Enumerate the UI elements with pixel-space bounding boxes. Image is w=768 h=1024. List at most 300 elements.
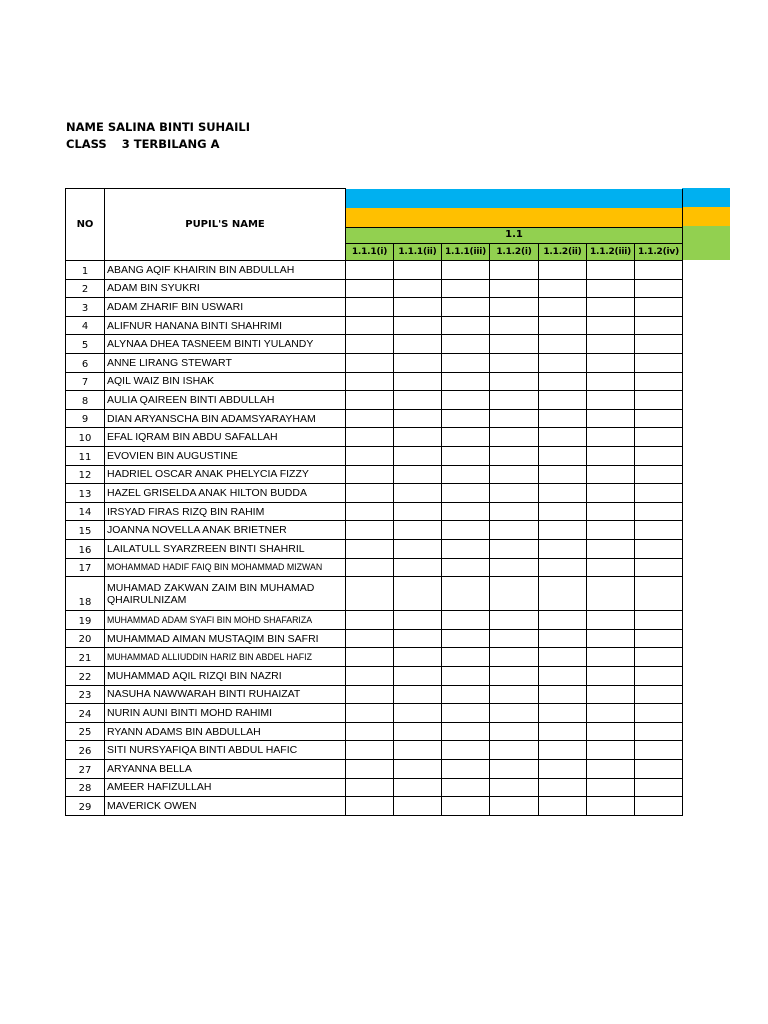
score-cell[interactable] xyxy=(635,722,683,741)
score-cell[interactable] xyxy=(346,372,394,391)
score-cell[interactable] xyxy=(587,298,635,317)
score-cell[interactable] xyxy=(346,354,394,373)
score-cell[interactable] xyxy=(394,704,442,723)
score-cell[interactable] xyxy=(394,372,442,391)
score-cell[interactable] xyxy=(587,540,635,559)
score-cell[interactable] xyxy=(394,629,442,648)
table-row xyxy=(66,611,683,630)
score-cell[interactable] xyxy=(442,666,490,685)
score-cell[interactable] xyxy=(346,741,394,760)
score-cell[interactable] xyxy=(490,611,539,630)
score-cell[interactable] xyxy=(346,409,394,428)
score-cell[interactable] xyxy=(394,759,442,778)
pupil-assessment-table xyxy=(65,188,683,816)
score-cell[interactable] xyxy=(635,611,683,630)
row-number: 5 xyxy=(66,335,105,354)
table-row xyxy=(66,316,683,335)
score-cell[interactable] xyxy=(635,778,683,797)
score-cell[interactable] xyxy=(587,465,635,484)
row-number: 25 xyxy=(66,722,105,741)
score-cell[interactable] xyxy=(587,797,635,816)
pupil-name: ANNE LIRANG STEWART xyxy=(105,354,346,373)
score-cell[interactable] xyxy=(539,648,587,667)
score-cell[interactable] xyxy=(442,797,490,816)
score-cell[interactable] xyxy=(490,741,539,760)
score-cell[interactable] xyxy=(587,502,635,521)
score-cell[interactable] xyxy=(587,759,635,778)
score-cell[interactable] xyxy=(346,261,394,280)
blue-band xyxy=(346,189,683,208)
score-cell[interactable] xyxy=(635,629,683,648)
score-cell[interactable] xyxy=(346,279,394,298)
score-cell[interactable] xyxy=(587,409,635,428)
score-cell[interactable] xyxy=(490,316,539,335)
table-row xyxy=(66,648,683,667)
score-cell[interactable] xyxy=(394,279,442,298)
score-cell[interactable] xyxy=(442,704,490,723)
row-number: 10 xyxy=(66,428,105,447)
score-cell[interactable] xyxy=(490,372,539,391)
table-row xyxy=(66,261,683,280)
sub-col-header: 1.1.2(iii) xyxy=(587,243,635,261)
row-number: 19 xyxy=(66,611,105,630)
score-cell[interactable] xyxy=(490,648,539,667)
score-cell[interactable] xyxy=(394,778,442,797)
score-cell[interactable] xyxy=(442,447,490,466)
score-cell[interactable] xyxy=(587,558,635,577)
score-cell[interactable] xyxy=(539,540,587,559)
score-cell[interactable] xyxy=(394,797,442,816)
score-cell[interactable] xyxy=(442,540,490,559)
score-cell[interactable] xyxy=(635,335,683,354)
score-cell[interactable] xyxy=(539,666,587,685)
score-cell[interactable] xyxy=(442,502,490,521)
score-cell[interactable] xyxy=(587,741,635,760)
pupil-name: MUHAMAD ZAKWAN ZAIM BIN MUHAMAD QHAIRULNIZAM xyxy=(105,577,346,611)
score-cell[interactable] xyxy=(539,577,587,611)
row-number: 28 xyxy=(66,778,105,797)
score-cell[interactable] xyxy=(587,279,635,298)
score-cell[interactable] xyxy=(442,521,490,540)
row-number: 4 xyxy=(66,316,105,335)
pupil-name: DIAN ARYANSCHA BIN ADAMSYARAYHAM xyxy=(105,409,346,428)
score-cell[interactable] xyxy=(394,261,442,280)
pupil-name: MUHAMMAD AIMAN MUSTAQIM BIN SAFRI xyxy=(105,629,346,648)
score-cell[interactable] xyxy=(490,722,539,741)
score-cell[interactable] xyxy=(635,502,683,521)
row-number: 8 xyxy=(66,391,105,410)
pupil-name: AMEER HAFIZULLAH xyxy=(105,778,346,797)
sub-col-header: 1.1.1(ii) xyxy=(394,243,442,261)
score-cell[interactable] xyxy=(394,521,442,540)
sub-col-header: 1.1.2(iv) xyxy=(635,243,683,261)
score-cell[interactable] xyxy=(346,778,394,797)
score-cell[interactable] xyxy=(635,391,683,410)
col-name-header: PUPIL'S NAME xyxy=(105,189,346,261)
score-cell[interactable] xyxy=(635,759,683,778)
row-number: 6 xyxy=(66,354,105,373)
score-cell[interactable] xyxy=(587,372,635,391)
score-cell[interactable] xyxy=(442,316,490,335)
pupil-name: AULIA QAIREEN BINTI ABDULLAH xyxy=(105,391,346,410)
table-row xyxy=(66,797,683,816)
score-cell[interactable] xyxy=(442,372,490,391)
score-cell[interactable] xyxy=(394,335,442,354)
score-cell[interactable] xyxy=(490,704,539,723)
score-cell[interactable] xyxy=(442,484,490,503)
score-cell[interactable] xyxy=(442,629,490,648)
row-number: 16 xyxy=(66,540,105,559)
score-cell[interactable] xyxy=(442,391,490,410)
score-cell[interactable] xyxy=(587,316,635,335)
row-number: 23 xyxy=(66,685,105,704)
score-cell[interactable] xyxy=(394,316,442,335)
table-row xyxy=(66,540,683,559)
score-cell[interactable] xyxy=(539,298,587,317)
score-cell[interactable] xyxy=(539,372,587,391)
class-name: 3 TERBILANG A xyxy=(121,137,220,151)
score-cell[interactable] xyxy=(394,409,442,428)
score-cell[interactable] xyxy=(539,797,587,816)
score-cell[interactable] xyxy=(490,540,539,559)
sub-col-header: 1.1.1(iii) xyxy=(442,243,490,261)
pupil-name: MUHAMMAD AQIL RIZQI BIN NAZRI xyxy=(105,666,346,685)
score-cell[interactable] xyxy=(635,279,683,298)
score-cell[interactable] xyxy=(346,484,394,503)
score-cell[interactable] xyxy=(394,465,442,484)
score-cell[interactable] xyxy=(490,558,539,577)
score-cell[interactable] xyxy=(394,611,442,630)
pupil-name: HADRIEL OSCAR ANAK PHELYCIA FIZZY xyxy=(105,465,346,484)
score-cell[interactable] xyxy=(587,704,635,723)
table-row xyxy=(66,335,683,354)
score-cell[interactable] xyxy=(539,685,587,704)
score-cell[interactable] xyxy=(587,391,635,410)
score-cell[interactable] xyxy=(346,648,394,667)
score-cell[interactable] xyxy=(635,521,683,540)
score-cell[interactable] xyxy=(442,759,490,778)
pupil-name: MOHAMMAD HADIF FAIQ BIN MOHAMMAD MIZWAN xyxy=(105,558,346,577)
table-row xyxy=(66,391,683,410)
score-cell[interactable] xyxy=(539,316,587,335)
table-row xyxy=(66,666,683,685)
score-cell[interactable] xyxy=(490,391,539,410)
score-cell[interactable] xyxy=(635,558,683,577)
score-cell[interactable] xyxy=(346,759,394,778)
score-cell[interactable] xyxy=(587,577,635,611)
score-cell[interactable] xyxy=(635,741,683,760)
score-cell[interactable] xyxy=(346,611,394,630)
score-cell[interactable] xyxy=(346,298,394,317)
row-number: 18 xyxy=(66,577,105,611)
table-row xyxy=(66,502,683,521)
score-cell[interactable] xyxy=(346,428,394,447)
score-cell[interactable] xyxy=(587,666,635,685)
yellow-band-extension xyxy=(682,207,730,226)
pupil-name: LAILATULL SYARZREEN BINTI SHAHRIL xyxy=(105,540,346,559)
score-cell[interactable] xyxy=(490,279,539,298)
score-cell[interactable] xyxy=(442,648,490,667)
score-cell[interactable] xyxy=(394,447,442,466)
score-cell[interactable] xyxy=(394,354,442,373)
score-cell[interactable] xyxy=(539,279,587,298)
score-cell[interactable] xyxy=(635,685,683,704)
score-cell[interactable] xyxy=(539,502,587,521)
score-cell[interactable] xyxy=(490,354,539,373)
score-cell[interactable] xyxy=(635,484,683,503)
table-row xyxy=(66,409,683,428)
table-row xyxy=(66,741,683,760)
score-cell[interactable] xyxy=(346,666,394,685)
score-cell[interactable] xyxy=(635,298,683,317)
score-cell[interactable] xyxy=(635,465,683,484)
score-cell[interactable] xyxy=(539,261,587,280)
score-cell[interactable] xyxy=(587,629,635,648)
score-cell[interactable] xyxy=(539,778,587,797)
score-cell[interactable] xyxy=(539,335,587,354)
row-number: 14 xyxy=(66,502,105,521)
pupil-name: ALYNAA DHEA TASNEEM BINTI YULANDY xyxy=(105,335,346,354)
score-cell[interactable] xyxy=(587,484,635,503)
row-number: 1 xyxy=(66,261,105,280)
table-row xyxy=(66,298,683,317)
score-cell[interactable] xyxy=(539,629,587,648)
score-cell[interactable] xyxy=(635,577,683,611)
score-cell[interactable] xyxy=(490,629,539,648)
table-row xyxy=(66,577,683,611)
score-cell[interactable] xyxy=(587,611,635,630)
row-number: 20 xyxy=(66,629,105,648)
table-row xyxy=(66,759,683,778)
score-cell[interactable] xyxy=(539,391,587,410)
table-row xyxy=(66,372,683,391)
pupil-name: ADAM BIN SYUKRI xyxy=(105,279,346,298)
score-cell[interactable] xyxy=(442,298,490,317)
yellow-band xyxy=(346,208,683,228)
score-cell[interactable] xyxy=(442,354,490,373)
score-cell[interactable] xyxy=(490,335,539,354)
score-cell[interactable] xyxy=(442,335,490,354)
pupil-name: HAZEL GRISELDA ANAK HILTON BUDDA xyxy=(105,484,346,503)
score-cell[interactable] xyxy=(346,685,394,704)
score-cell[interactable] xyxy=(635,648,683,667)
row-number: 22 xyxy=(66,666,105,685)
score-cell[interactable] xyxy=(394,540,442,559)
table-row xyxy=(66,465,683,484)
score-cell[interactable] xyxy=(346,335,394,354)
score-cell[interactable] xyxy=(490,298,539,317)
score-cell[interactable] xyxy=(490,521,539,540)
score-cell[interactable] xyxy=(442,465,490,484)
row-number: 17 xyxy=(66,558,105,577)
row-number: 12 xyxy=(66,465,105,484)
score-cell[interactable] xyxy=(539,428,587,447)
row-number: 15 xyxy=(66,521,105,540)
score-cell[interactable] xyxy=(490,484,539,503)
score-cell[interactable] xyxy=(346,502,394,521)
score-cell[interactable] xyxy=(346,577,394,611)
table-row xyxy=(66,521,683,540)
sub-col-header: 1.1.1(i) xyxy=(346,243,394,261)
pupil-name: SITI NURSYAFIQA BINTI ABDUL HAFIC xyxy=(105,741,346,760)
sub-col-header: 1.1.2(ii) xyxy=(539,243,587,261)
score-cell[interactable] xyxy=(635,316,683,335)
pupil-name: IRSYAD FIRAS RIZQ BIN RAHIM xyxy=(105,502,346,521)
score-cell[interactable] xyxy=(490,666,539,685)
score-cell[interactable] xyxy=(635,372,683,391)
score-cell[interactable] xyxy=(394,722,442,741)
score-cell[interactable] xyxy=(635,666,683,685)
score-cell[interactable] xyxy=(442,261,490,280)
score-cell[interactable] xyxy=(394,428,442,447)
score-cell[interactable] xyxy=(442,722,490,741)
score-cell[interactable] xyxy=(490,409,539,428)
score-cell[interactable] xyxy=(346,704,394,723)
score-cell[interactable] xyxy=(635,354,683,373)
score-cell[interactable] xyxy=(346,447,394,466)
score-cell[interactable] xyxy=(490,261,539,280)
score-cell[interactable] xyxy=(442,685,490,704)
row-number: 27 xyxy=(66,759,105,778)
group-header: 1.1 xyxy=(346,227,683,243)
score-cell[interactable] xyxy=(346,797,394,816)
score-cell[interactable] xyxy=(394,648,442,667)
score-cell[interactable] xyxy=(635,409,683,428)
col-no-header: NO xyxy=(66,189,105,261)
class-line xyxy=(66,137,220,151)
table-row xyxy=(66,279,683,298)
score-cell[interactable] xyxy=(539,741,587,760)
score-cell[interactable] xyxy=(490,465,539,484)
pupil-name: ARYANNA BELLA xyxy=(105,759,346,778)
pupil-name: EFAL IQRAM BIN ABDU SAFALLAH xyxy=(105,428,346,447)
score-cell[interactable] xyxy=(490,577,539,611)
score-cell[interactable] xyxy=(346,316,394,335)
score-cell[interactable] xyxy=(394,484,442,503)
class-label: CLASS xyxy=(66,137,107,151)
score-cell[interactable] xyxy=(442,741,490,760)
row-number: 13 xyxy=(66,484,105,503)
score-cell[interactable] xyxy=(490,685,539,704)
name-label: NAME xyxy=(66,120,104,134)
score-cell[interactable] xyxy=(442,428,490,447)
score-cell[interactable] xyxy=(539,465,587,484)
score-cell[interactable] xyxy=(346,521,394,540)
row-number: 21 xyxy=(66,648,105,667)
score-cell[interactable] xyxy=(490,447,539,466)
row-number: 9 xyxy=(66,409,105,428)
score-cell[interactable] xyxy=(635,261,683,280)
score-cell[interactable] xyxy=(394,685,442,704)
score-cell[interactable] xyxy=(539,447,587,466)
score-cell[interactable] xyxy=(539,558,587,577)
score-cell[interactable] xyxy=(539,611,587,630)
score-cell[interactable] xyxy=(490,502,539,521)
table-row xyxy=(66,558,683,577)
table-row xyxy=(66,354,683,373)
sub-col-header: 1.1.2(i) xyxy=(490,243,539,261)
score-cell[interactable] xyxy=(587,261,635,280)
score-cell[interactable] xyxy=(346,540,394,559)
score-cell[interactable] xyxy=(442,577,490,611)
teacher-name: SALINA BINTI SUHAILI xyxy=(107,120,250,134)
score-cell[interactable] xyxy=(539,722,587,741)
score-cell[interactable] xyxy=(490,759,539,778)
score-cell[interactable] xyxy=(587,685,635,704)
score-cell[interactable] xyxy=(490,797,539,816)
score-cell[interactable] xyxy=(539,704,587,723)
pupil-name: AQIL WAIZ BIN ISHAK xyxy=(105,372,346,391)
score-cell[interactable] xyxy=(587,335,635,354)
score-cell[interactable] xyxy=(539,484,587,503)
score-cell[interactable] xyxy=(394,666,442,685)
pupil-name: ADAM ZHARIF BIN USWARI xyxy=(105,298,346,317)
pupil-name: MAVERICK OWEN xyxy=(105,797,346,816)
score-cell[interactable] xyxy=(635,797,683,816)
score-cell[interactable] xyxy=(346,558,394,577)
table-row xyxy=(66,685,683,704)
row-number: 3 xyxy=(66,298,105,317)
score-cell[interactable] xyxy=(346,465,394,484)
score-cell[interactable] xyxy=(587,648,635,667)
score-cell[interactable] xyxy=(346,391,394,410)
score-cell[interactable] xyxy=(346,629,394,648)
score-cell[interactable] xyxy=(442,778,490,797)
row-number: 24 xyxy=(66,704,105,723)
score-cell[interactable] xyxy=(587,428,635,447)
score-cell[interactable] xyxy=(442,279,490,298)
score-cell[interactable] xyxy=(587,521,635,540)
score-cell[interactable] xyxy=(635,540,683,559)
score-cell[interactable] xyxy=(394,391,442,410)
score-cell[interactable] xyxy=(635,428,683,447)
pupil-name: NURIN AUNI BINTI MOHD RAHIMI xyxy=(105,704,346,723)
score-cell[interactable] xyxy=(635,447,683,466)
score-cell[interactable] xyxy=(346,722,394,741)
blue-band-extension xyxy=(682,188,730,207)
green-band-extension xyxy=(682,226,730,260)
score-cell[interactable] xyxy=(394,298,442,317)
row-number: 11 xyxy=(66,447,105,466)
score-cell[interactable] xyxy=(442,611,490,630)
teacher-name-line xyxy=(66,120,250,134)
table-row xyxy=(66,484,683,503)
score-cell[interactable] xyxy=(442,558,490,577)
score-cell[interactable] xyxy=(587,778,635,797)
score-cell[interactable] xyxy=(394,558,442,577)
row-number: 29 xyxy=(66,797,105,816)
score-cell[interactable] xyxy=(587,722,635,741)
score-cell[interactable] xyxy=(394,502,442,521)
score-cell[interactable] xyxy=(539,759,587,778)
score-cell[interactable] xyxy=(394,577,442,611)
score-cell[interactable] xyxy=(539,409,587,428)
pupil-name: ALIFNUR HANANA BINTI SHAHRIMI xyxy=(105,316,346,335)
score-cell[interactable] xyxy=(394,741,442,760)
score-cell[interactable] xyxy=(539,521,587,540)
pupil-name: JOANNA NOVELLA ANAK BRIETNER xyxy=(105,521,346,540)
pupil-name: RYANN ADAMS BIN ABDULLAH xyxy=(105,722,346,741)
pupil-name: MUHAMMAD ADAM SYAFI BIN MOHD SHAFARIZA xyxy=(105,611,346,630)
row-number: 7 xyxy=(66,372,105,391)
score-cell[interactable] xyxy=(587,354,635,373)
score-cell[interactable] xyxy=(490,428,539,447)
score-cell[interactable] xyxy=(442,409,490,428)
score-cell[interactable] xyxy=(539,354,587,373)
score-cell[interactable] xyxy=(587,447,635,466)
score-cell[interactable] xyxy=(490,778,539,797)
score-cell[interactable] xyxy=(635,704,683,723)
